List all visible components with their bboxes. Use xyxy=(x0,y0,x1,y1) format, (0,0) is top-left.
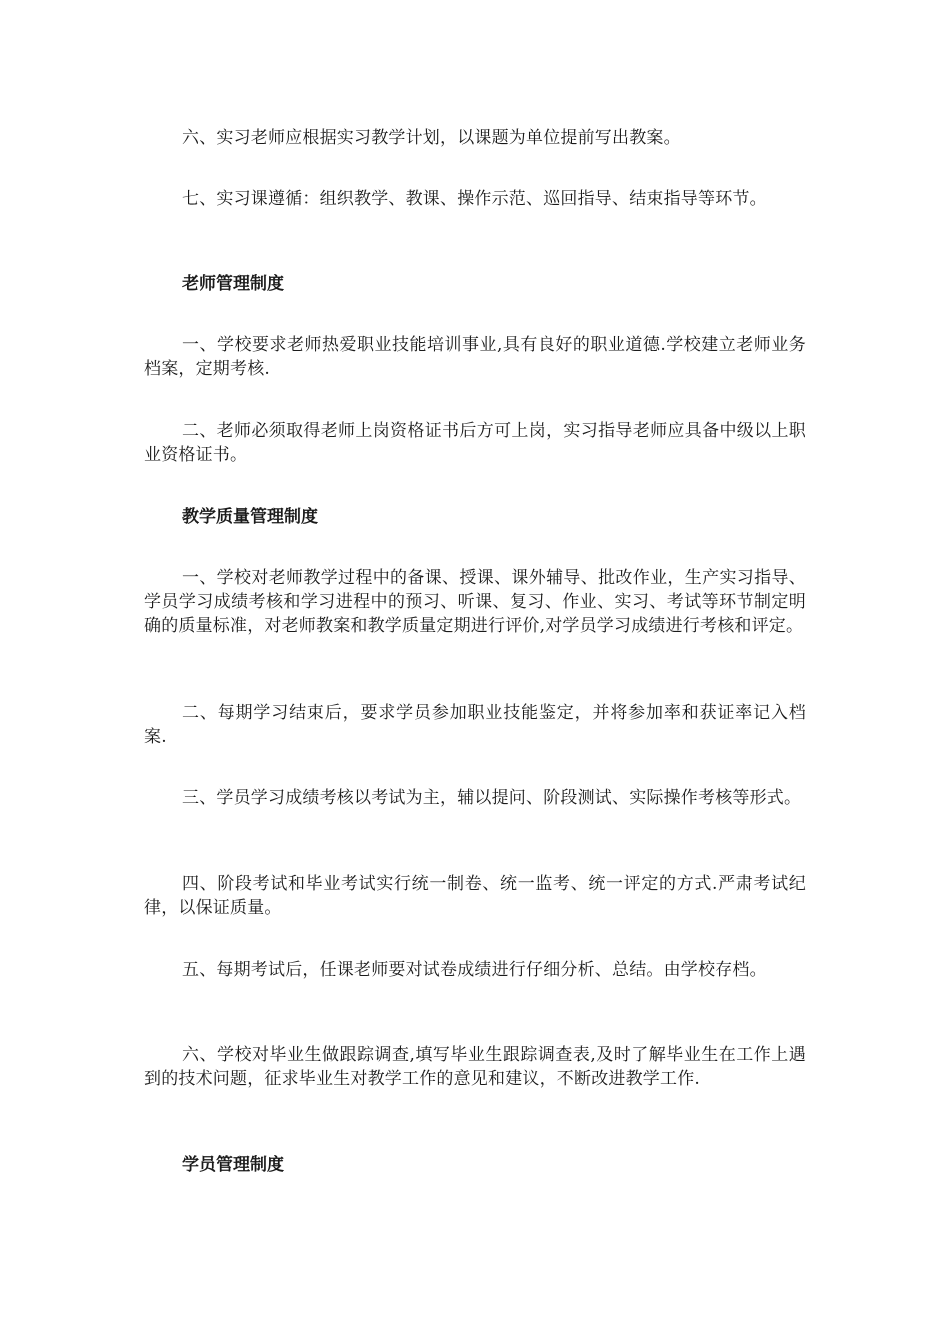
paragraph-teacher-2: 二、老师必须取得老师上岗资格证书后方可上岗，实习指导老师应具备中级以上职业资格证书。 xyxy=(144,421,806,465)
paragraph-quality-1: 一、学校对老师教学过程中的备课、授课、课外辅导、批改作业，生产实习指导、学员学习成绩考核和学习进程中的预习、听课、复习、作业、实习、考试等环节制定明确的质量标准，对老师教案和教学质量定期进行评价,对学员学习成绩进行考核和评定。 xyxy=(144,568,806,636)
section-heading-student-management: 学员管理制度 xyxy=(182,1155,284,1175)
section-heading-teacher-management: 老师管理制度 xyxy=(182,274,284,294)
paragraph-quality-5: 五、每期考试后，任课老师要对试卷成绩进行仔细分析、总结。由学校存档。 xyxy=(182,960,767,980)
paragraph-quality-2: 二、每期学习结束后，要求学员参加职业技能鉴定，并将参加率和获证率记入档案. xyxy=(144,703,806,747)
paragraph-practice-7: 七、实习课遵循：组织教学、教课、操作示范、巡回指导、结束指导等环节。 xyxy=(182,189,767,209)
paragraph-teacher-1: 一、学校要求老师热爱职业技能培训事业,具有良好的职业道德.学校建立老师业务档案，定期考核. xyxy=(144,335,806,379)
paragraph-quality-3: 三、学员学习成绩考核以考试为主，辅以提问、阶段测试、实际操作考核等形式。 xyxy=(182,788,802,808)
section-heading-teaching-quality: 教学质量管理制度 xyxy=(182,507,318,527)
paragraph-quality-4: 四、阶段考试和毕业考试实行统一制卷、统一监考、统一评定的方式.严肃考试纪律，以保证质量。 xyxy=(144,874,806,918)
paragraph-quality-6: 六、学校对毕业生做跟踪调查,填写毕业生跟踪调查表,及时了解毕业生在工作上遇到的技术问题，征求毕业生对教学工作的意见和建议，不断改进教学工作. xyxy=(144,1045,806,1089)
paragraph-practice-6: 六、实习老师应根据实习教学计划，以课题为单位提前写出教案。 xyxy=(182,128,681,148)
